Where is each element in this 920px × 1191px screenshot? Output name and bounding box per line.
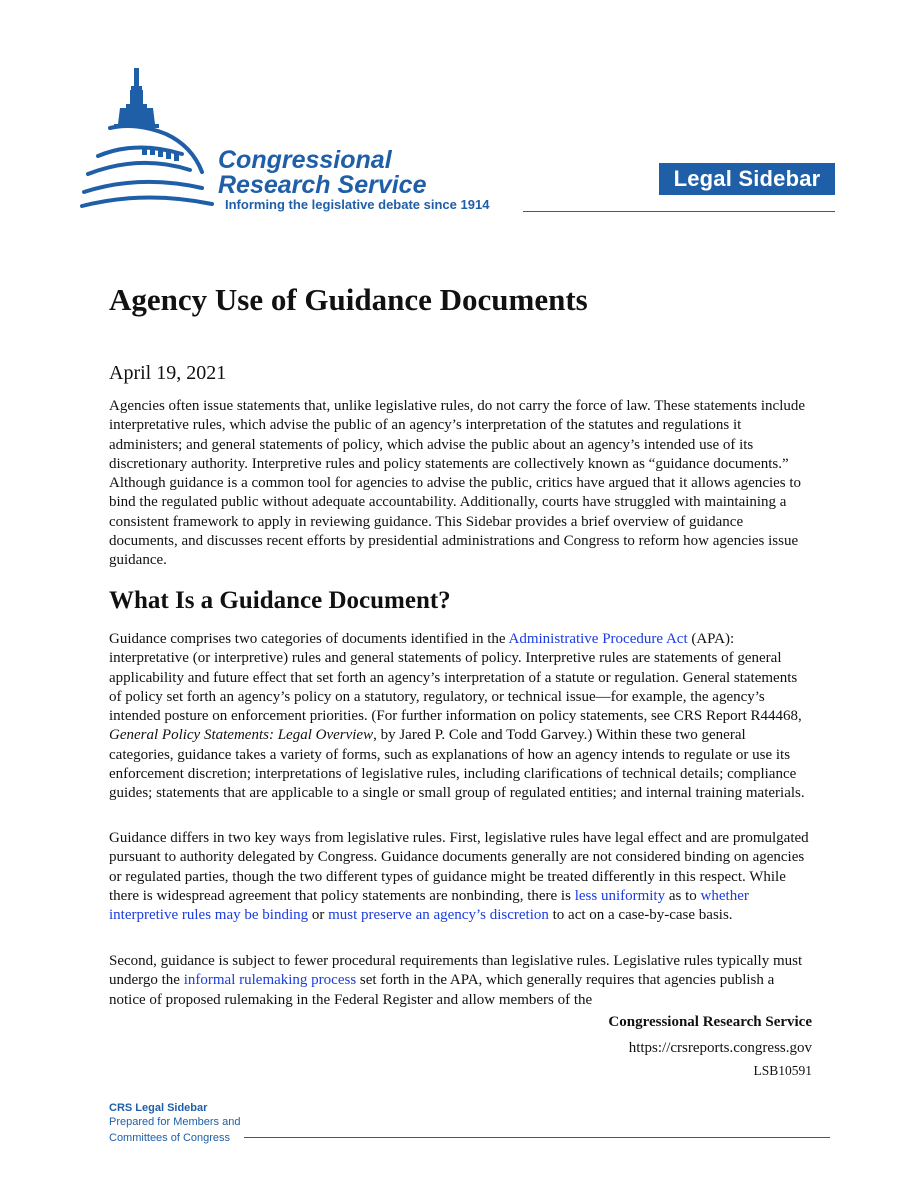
org-tagline: Informing the legislative debate since 1914	[225, 197, 490, 212]
preserve-discretion-link[interactable]: must preserve an agency’s discretion	[328, 907, 549, 924]
capitol-dome-icon	[80, 64, 220, 222]
footer-sidebar-label: CRS Legal Sidebar	[109, 1102, 208, 1114]
paragraph-1: Guidance comprises two categories of documents identified in the Administrative Procedure Act (APA): interpretative (or interpretive) rules and general statements of policy. Interpretive rules are statements of general applicability and future effect that set forth an agency’s interpretation of a statute or regulation. General statements of policy set forth an agency’s policy on a statutory, regulatory, or technical issue—for example, the agency’s intended posture on enforcement priorities. (For further information on policy statements, see CRS Report R44468, General Policy Statements: Legal Overview, by Jared P. Cole and Todd Garvey.) Within these two general categories, guidance takes a variety of forms, such as explanations of how an agency intends to regulate or use its enforcement discretion; interpretations of legislative rules, including clarifications of technical details; compliance guides; statements that are applicable to a single or small group of regulated entities; and internal training materials.	[109, 631, 805, 802]
legal-sidebar-badge: Legal Sidebar	[659, 163, 835, 195]
org-name-line2: Research Service	[218, 171, 427, 199]
header-rule	[523, 211, 835, 212]
footer-rule	[244, 1137, 830, 1138]
footer-committees-line: Committees of Congress	[109, 1132, 231, 1144]
report-code: LSB10591	[753, 1063, 812, 1078]
page-title: Agency Use of Guidance Documents	[109, 282, 588, 317]
informal-rulemaking-link[interactable]: informal rulemaking process	[183, 972, 357, 989]
org-name-line1: Congressional	[218, 146, 392, 174]
intro-paragraph: Agencies often issue statements that, unlike legislative rules, do not carry the force of law. These statements include interpretative rules, which advise the public of an agency’s interpretation of the statutes and regulations it administers; and general statements of policy, which advise the public about an agency’s intended use of its discretionary authority. Interpretive rules and policy statements are collectively known as “guidance documents.” Although guidance is a common tool for agencies to advise the public, critics have argued that it allows agencies to bind the regulated public without adequate accountability. Additionally, courts have struggled with maintaining a consistent framework to apply in reviewing guidance. This Sidebar provides a brief overview of guidance documents, and discusses recent efforts by presidential administrations and Congress to reform how agencies issue guidance.	[109, 398, 806, 569]
crs-logo[interactable]	[80, 64, 520, 222]
paragraph-3: Second, guidance is subject to fewer procedural requirements than legislative rules. Legislative rules typically must undergo the informal rulemaking process set forth in the APA, which generally requires that agencies publish a notice of proposed rulemaking in the Federal Register and allow members of the	[109, 953, 803, 1008]
apa-link[interactable]: Administrative Procedure Act	[508, 631, 688, 647]
footer-prepared-line: Prepared for Members and	[109, 1116, 241, 1128]
section-heading: What Is a Guidance Document?	[109, 587, 451, 614]
interpretive-rules-binding-link[interactable]: whether interpretive rules may be binding	[109, 887, 749, 924]
crs-footer-url[interactable]: https://crsreports.congress.gov	[628, 1040, 812, 1056]
paragraph-2: Guidance differs in two key ways from legislative rules. First, legislative rules have legal effect and are promulgated pursuant to authority delegated by Congress. Guidance documents generally are not considered binding on agencies or regulated parties, though the two different types of guidance might be treated differently in this respect. While there is widespread agreement that policy statements are nonbinding, there is less uniformity as to whether interpretive rules may be binding or must preserve an agency’s discretion to act on a case-by-case basis.	[109, 830, 809, 924]
publication-date: April 19, 2021	[109, 362, 227, 384]
crs-footer-name: Congressional Research Service	[608, 1014, 812, 1030]
report-title: General Policy Statements: Legal Overview	[109, 727, 374, 744]
less-uniformity-link[interactable]: less uniformity	[574, 887, 666, 904]
